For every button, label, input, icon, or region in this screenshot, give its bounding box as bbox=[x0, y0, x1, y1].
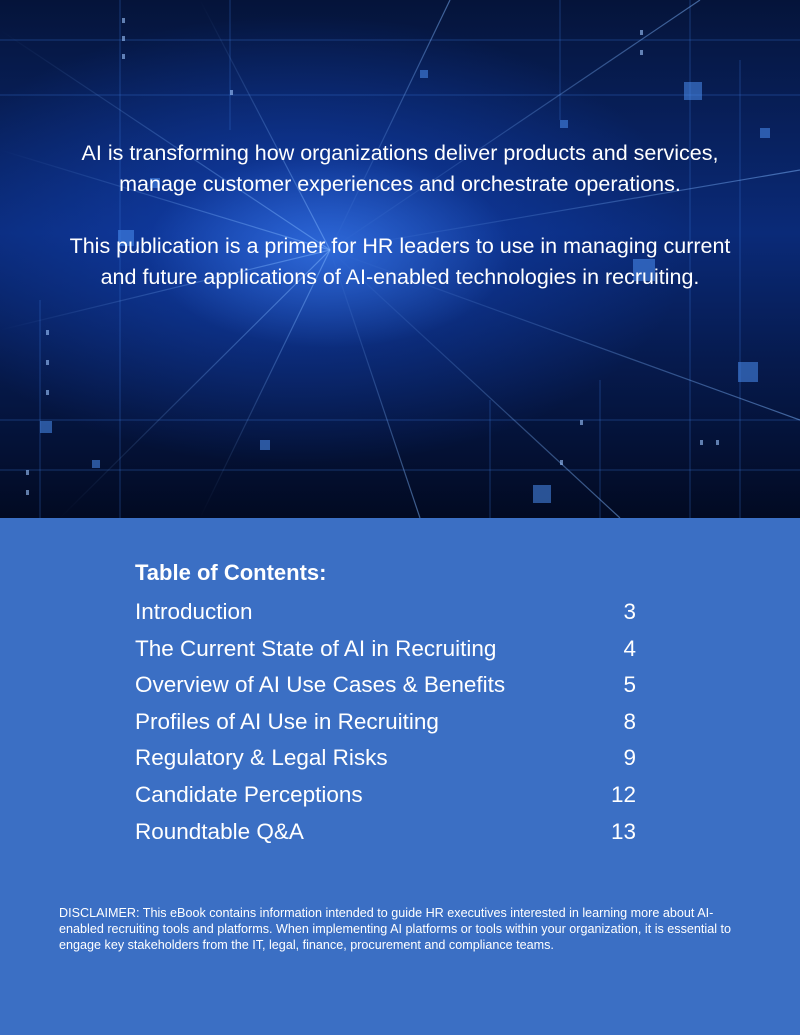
toc-item-candidate-perceptions[interactable] bbox=[135, 777, 640, 814]
toc-item-page: 9 bbox=[623, 745, 636, 771]
table-of-contents bbox=[135, 558, 640, 850]
hero-paragraph-2: This publication is a primer for HR leaders to use in managing current and future applications of AI-enabled technologies in recruiting. bbox=[69, 234, 731, 289]
toc-item-page: 13 bbox=[610, 818, 636, 844]
toc-item-label: Roundtable Q&A bbox=[135, 818, 304, 844]
toc-item-label: Candidate Perceptions bbox=[135, 781, 363, 807]
toc-item-page: 3 bbox=[623, 599, 636, 624]
toc-item-regulatory[interactable] bbox=[135, 740, 640, 777]
toc-item-use-cases[interactable] bbox=[135, 667, 640, 704]
toc-item-label: Regulatory & Legal Risks bbox=[135, 745, 388, 771]
hero-intro-text bbox=[60, 138, 740, 293]
toc-item-page: 8 bbox=[623, 708, 636, 734]
toc-item-page: 4 bbox=[623, 635, 636, 661]
toc-item-introduction[interactable] bbox=[135, 594, 640, 631]
toc-item-label: The Current State of AI in Recruiting bbox=[135, 635, 497, 661]
toc-item-profiles[interactable] bbox=[135, 704, 640, 741]
toc-item-page: 5 bbox=[623, 672, 636, 698]
disclaimer-text: DISCLAIMER: This eBook contains information intended to guide HR executives interested in learning more about AI-enabled recruiting tools and platforms. When implementing AI platforms or tools within your organization, it is essential to engage key stakeholders from the IT, legal, finance, procurement and compliance teams. bbox=[59, 906, 732, 952]
toc-item-label: Introduction bbox=[135, 599, 253, 624]
toc-item-page: 12 bbox=[610, 781, 636, 807]
toc-item-current-state[interactable] bbox=[135, 631, 640, 668]
toc-title: Table of Contents: bbox=[135, 560, 327, 585]
toc-item-label: Overview of AI Use Cases & Benefits bbox=[135, 672, 506, 698]
toc-item-label: Profiles of AI Use in Recruiting bbox=[135, 708, 439, 734]
toc-item-roundtable[interactable] bbox=[135, 814, 640, 851]
hero-paragraph-1: AI is transforming how organizations deliver products and services, manage customer experiences and orchestrate operations. bbox=[81, 141, 719, 196]
